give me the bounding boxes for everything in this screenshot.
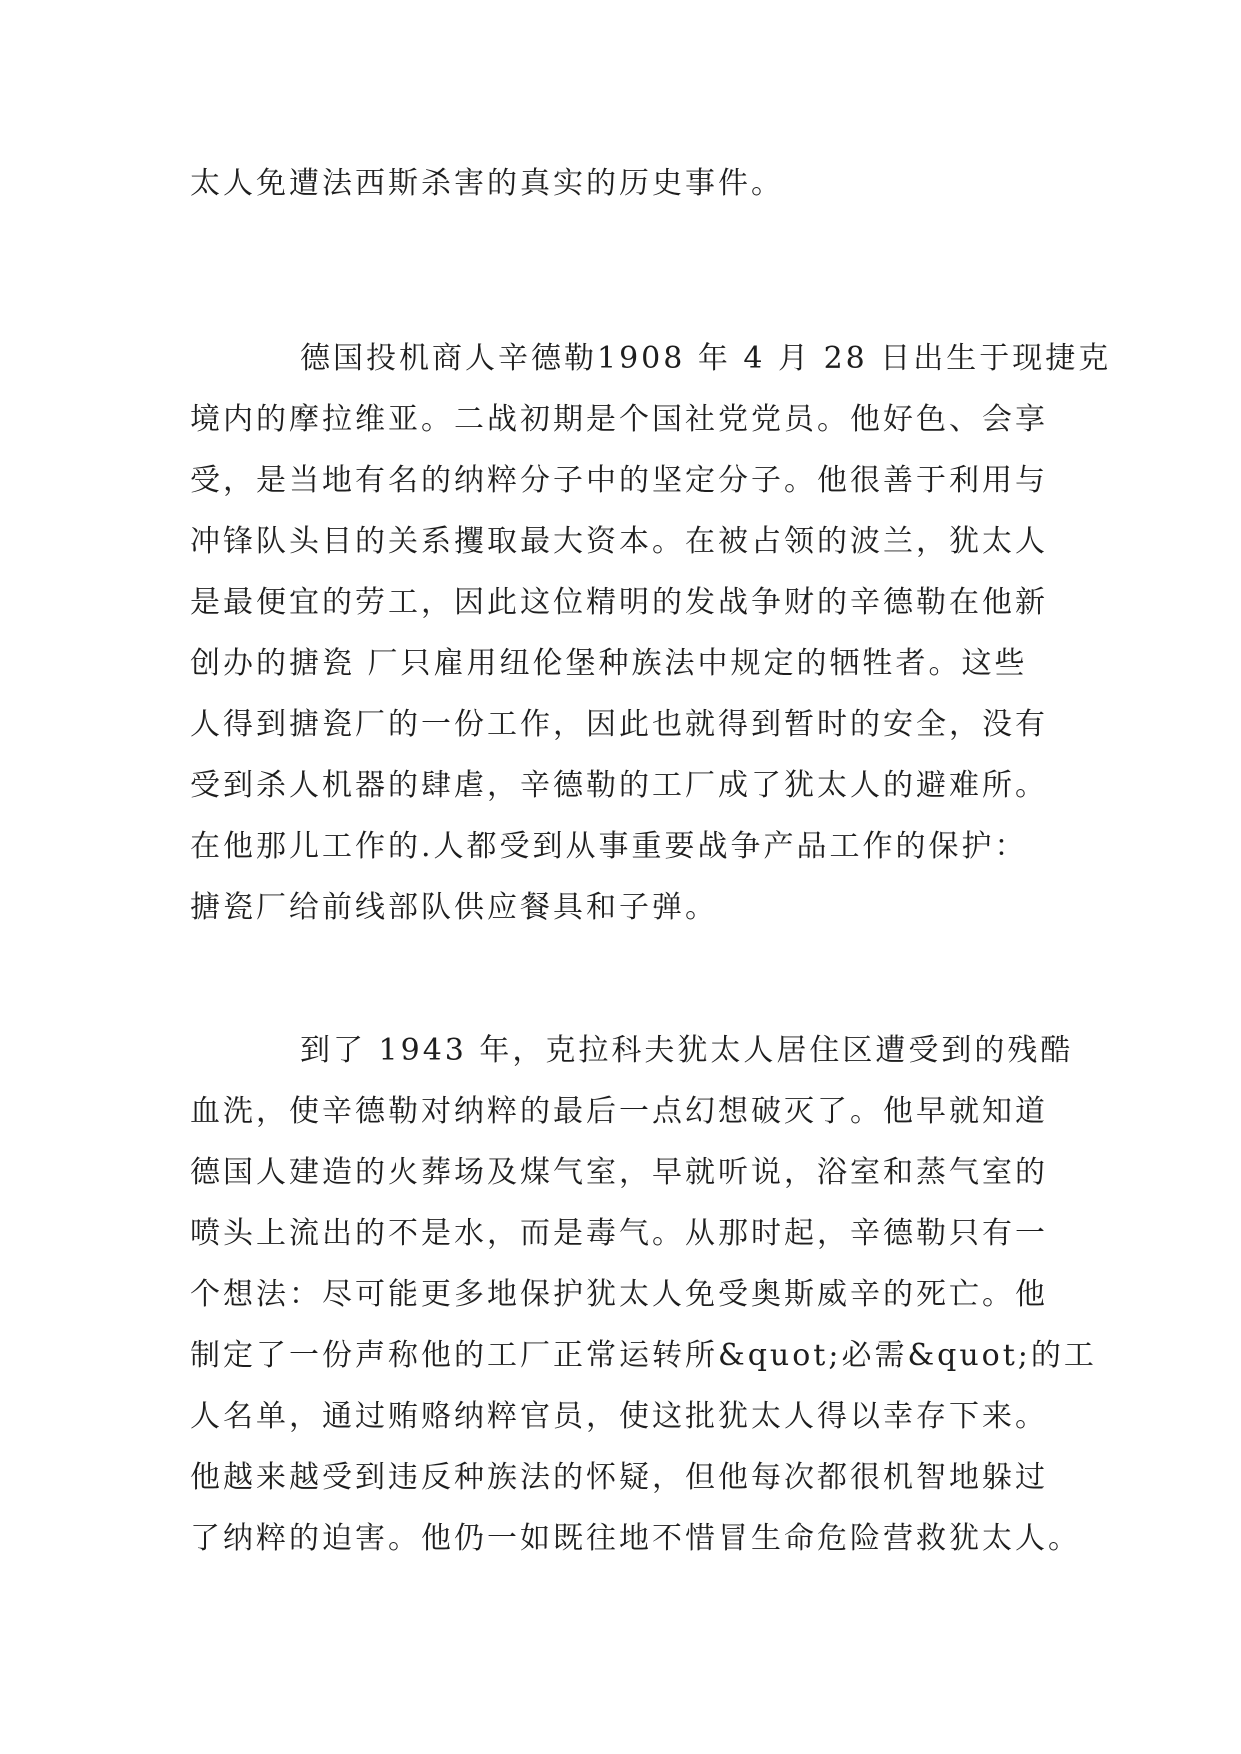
- text-line: 在他那儿工作的.人都受到从事重要战争产品工作的保护：: [190, 829, 1028, 864]
- text-line: 冲锋队头目的关系攫取最大资本。在被占领的波兰，犹太人: [190, 524, 1048, 559]
- text-line: 人得到搪瓷厂的一份工作，因此也就得到暂时的安全，没有: [190, 707, 1048, 742]
- text-line: 受到杀人机器的肆虐，辛德勒的工厂成了犹太人的避难所。: [190, 768, 1048, 803]
- text-line: 太人免遭法西斯杀害的真实的历史事件。: [190, 166, 784, 201]
- text-line: 他越来越受到违反种族法的怀疑，但他每次都很机智地躲过: [190, 1460, 1048, 1495]
- text-line: 创办的搪瓷 厂只雇用纽伦堡种族法中规定的牺牲者。这些: [190, 646, 1028, 681]
- text-line: 受，是当地有名的纳粹分子中的坚定分子。他很善于利用与: [190, 463, 1048, 498]
- paragraph-1: [190, 153, 1090, 214]
- text-line: 制定了一份声称他的工厂正常运转所&quot;必需&quot;的工: [190, 1338, 1097, 1373]
- text-line: 血洗，使辛德勒对纳粹的最后一点幻想破灭了。他早就知道: [190, 1094, 1048, 1129]
- text-line: 喷头上流出的不是水，而是毒气。从那时起，辛德勒只有一: [190, 1216, 1048, 1251]
- text-line: 个想法：尽可能更多地保护犹太人免受奥斯威辛的死亡。他: [190, 1277, 1048, 1312]
- paragraph-3: [190, 1020, 1097, 1569]
- text-line: 是最便宜的劳工，因此这位精明的发战争财的辛德勒在他新: [190, 585, 1048, 620]
- text-line: 德国人建造的火葬场及煤气室，早就听说，浴室和蒸气室的: [190, 1155, 1048, 1190]
- text-line: 德国投机商人辛德勒1908 年 4 月 28 日出生于现捷克: [300, 341, 1112, 376]
- text-line: 境内的摩拉维亚。二战初期是个国社党党员。他好色、会享: [190, 402, 1048, 437]
- text-line: 了纳粹的迫害。他仍一如既往地不惜冒生命危险营救犹太人。: [190, 1521, 1081, 1556]
- paragraph-2: [190, 328, 1112, 938]
- text-line: 到了 1943 年，克拉科夫犹太人居住区遭受到的残酷: [300, 1033, 1074, 1068]
- text-line: 人名单，通过贿赂纳粹官员，使这批犹太人得以幸存下来。: [190, 1399, 1048, 1434]
- text-line: 搪瓷厂给前线部队供应餐具和子弹。: [190, 890, 718, 925]
